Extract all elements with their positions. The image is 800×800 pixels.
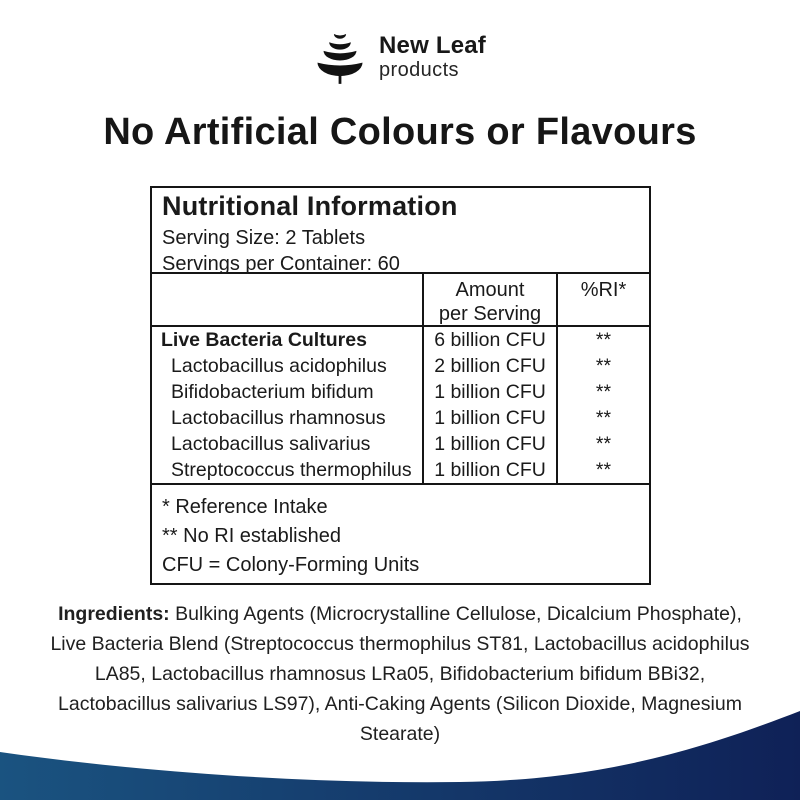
row-name: Live Bacteria Cultures: [161, 328, 367, 351]
row-name: Lactobacillus salivarius: [171, 432, 371, 455]
row-amount: 1 billion CFU: [422, 379, 556, 405]
footnote-reference-intake: * Reference Intake: [162, 496, 328, 518]
brand-text: [379, 33, 486, 80]
nutrition-table-header: [152, 188, 649, 274]
table-row: [152, 457, 649, 483]
row-amount: 6 billion CFU: [422, 327, 556, 353]
column-header-row: [152, 274, 649, 327]
row-name: Bifidobacterium bifidum: [171, 380, 374, 403]
table-footnotes: [152, 485, 649, 580]
brand-name: New Leaf: [379, 32, 486, 60]
leaf-tree-icon: [314, 26, 366, 88]
row-ri: **: [556, 379, 649, 405]
serving-size: Serving Size: 2 Tablets: [162, 227, 366, 249]
row-amount: 1 billion CFU: [422, 457, 556, 483]
row-name: Lactobacillus acidophilus: [171, 354, 387, 377]
column-header-amount: Amount per Serving: [422, 274, 556, 326]
ingredients-label: Ingredients:: [58, 603, 170, 625]
nutrition-table: [150, 186, 651, 585]
table-row: [152, 405, 649, 431]
table-row: [152, 353, 649, 379]
page-headline: No Artificial Colours or Flavours: [103, 111, 697, 153]
brand-subtitle: products: [379, 58, 459, 81]
column-header-ri: %RI*: [556, 274, 649, 326]
brand-logo: [0, 26, 800, 88]
row-name: Lactobacillus rhamnosus: [171, 406, 386, 429]
table-row: [152, 379, 649, 405]
row-ri: **: [556, 327, 649, 353]
bottom-wave-decoration: [0, 700, 800, 800]
table-row: [152, 431, 649, 457]
footnote-no-ri: ** No RI established: [162, 525, 341, 547]
footnote-cfu: CFU = Colony-Forming Units: [162, 554, 420, 576]
row-ri: **: [556, 457, 649, 483]
row-amount: 1 billion CFU: [422, 405, 556, 431]
row-amount: 1 billion CFU: [422, 431, 556, 457]
servings-per-container: Servings per Container: 60: [162, 253, 400, 275]
ingredients-text: Bulking Agents (Microcrystalline Cellulose, Dicalcium Phosphate), Live Bacteria Blend (Streptococcus thermophilus ST81, Lactobacillus acidophilus LA85, Lactobacillus rhamnosus LRa05, Bifidobacterium bifidum BBi32, Lactobacillus salivarius LS97), Anti-Caking Agents (Silicon Dioxide, Magnesium Stearate): [50, 603, 750, 745]
row-amount: 2 billion CFU: [422, 353, 556, 379]
table-title: Nutritional Information: [162, 191, 458, 221]
nutrition-table-body: [152, 327, 649, 485]
row-ri: **: [556, 405, 649, 431]
row-name: Streptococcus thermophilus: [171, 458, 412, 481]
column-header-empty: [152, 274, 422, 326]
table-row: [152, 327, 649, 353]
row-ri: **: [556, 353, 649, 379]
row-ri: **: [556, 431, 649, 457]
